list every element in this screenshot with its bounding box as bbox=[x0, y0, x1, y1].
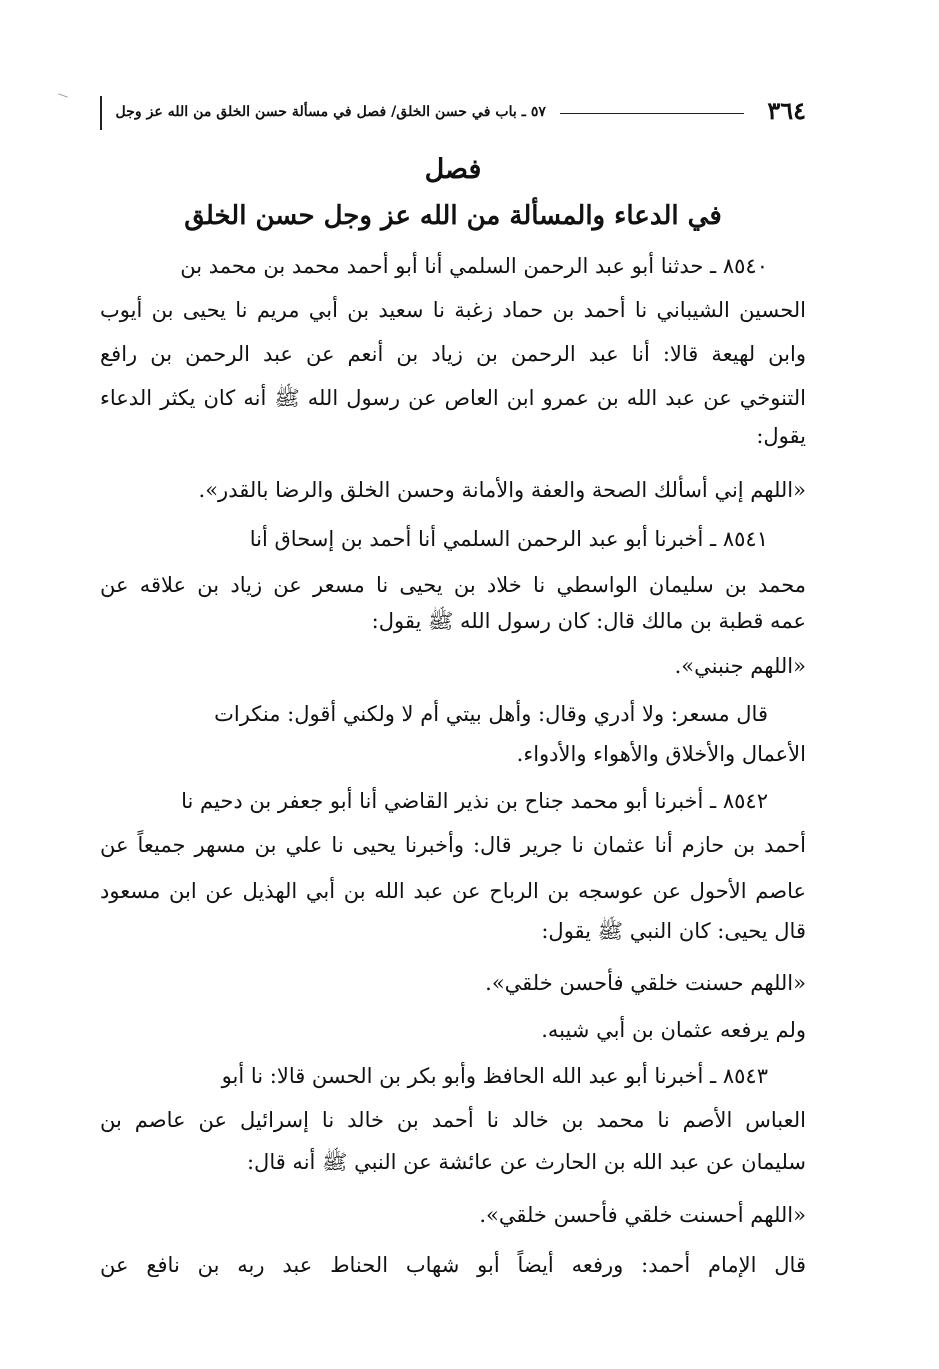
text-line: سليمان عن عبد الله بن الحارث عن عائشة عن النبي ﷺ أنه قال: bbox=[246, 1150, 806, 1174]
section-subtitle: في الدعاء والمسألة من الله عز وجل حسن الخلق bbox=[184, 201, 722, 231]
text-line: ٨٥٤٠ ـ حدثنا أبو عبد الرحمن السلمي أنا أبو أحمد محمد بن محمد بن bbox=[180, 254, 768, 278]
text-line: قال يحيى: كان النبي ﷺ يقول: bbox=[541, 919, 806, 943]
quote-line: «اللهم إني أسألك الصحة والعفة والأمانة وحسن الخلق والرضا بالقدر». bbox=[198, 478, 806, 502]
text-line: الحسين الشيباني نا أحمد بن حماد زغبة نا سعيد بن أبي مريم نا يحيى بن أيوب bbox=[100, 298, 806, 322]
text-line: ٨٥٤١ ـ أخبرنا أبو عبد الرحمن السلمي أنا أحمد بن إسحاق أنا bbox=[249, 527, 768, 551]
running-title: ٥٧ ـ باب في حسن الخلق/ فصل في مسألة حسن الخلق من الله عز وجل bbox=[115, 104, 546, 120]
text-line: التنوخي عن عبد الله بن عمرو ابن العاص عن رسول الله ﷺ أنه كان يكثر الدعاء bbox=[100, 386, 806, 410]
text-line: قال مسعر: ولا أدري وقال: وأهل بيتي أم لا ولكني أقول: منكرات bbox=[214, 702, 768, 726]
text-line: ٨٥٤٢ ـ أخبرنا أبو محمد جناح بن نذير القاضي أنا أبو جعفر بن دحيم نا bbox=[181, 789, 768, 813]
text-line: وابن لهيعة قالا: أنا عبد الرحمن بن زياد بن أنعم عن عبد الرحمن بن رافع bbox=[100, 342, 806, 366]
page-number: ٣٦٤ bbox=[767, 96, 806, 125]
text-line: يقول: bbox=[756, 424, 806, 448]
page-header bbox=[100, 96, 806, 132]
quote-line: «اللهم حسنت خلقي فأحسن خلقي». bbox=[485, 971, 806, 995]
quote-line: «اللهم أحسنت خلقي فأحسن خلقي». bbox=[479, 1203, 806, 1227]
text-line: قال الإمام أحمد: ورفعه أيضاً أبو شهاب الحناط عبد ربه بن نافع عن bbox=[100, 1253, 806, 1277]
text-line: عمه قطبة بن مالك قال: كان رسول الله ﷺ يقول: bbox=[371, 609, 806, 633]
text-line: محمد بن سليمان الواسطي نا خلاد بن يحيى نا مسعر عن زياد بن علاقه عن bbox=[100, 573, 806, 597]
header-rule bbox=[560, 113, 744, 114]
text-line: ولم يرفعه عثمان بن أبي شيبه. bbox=[541, 1018, 806, 1042]
margin-mark bbox=[58, 93, 68, 97]
text-line: عاصم الأحول عن عوسجه بن الرباح عن عبد الله بن أبي الهذيل عن ابن مسعود bbox=[100, 879, 806, 903]
text-line: العباس الأصم نا محمد بن خالد نا أحمد بن خالد نا إسرائيل عن عاصم بن bbox=[100, 1108, 806, 1132]
text-line: ٨٥٤٣ ـ أخبرنا أبو عبد الله الحافظ وأبو بكر بن الحسن قالا: نا أبو bbox=[221, 1064, 768, 1088]
section-title: فصل bbox=[424, 154, 482, 185]
text-line: الأعمال والأخلاق والأهواء والأدواء. bbox=[516, 742, 806, 766]
quote-line: «اللهم جنبني». bbox=[674, 654, 806, 678]
text-line: أحمد بن حازم أنا عثمان نا جرير قال: وأخبرنا يحيى نا علي بن مسهر جميعاً عن bbox=[100, 833, 806, 857]
header-bar bbox=[100, 96, 102, 130]
